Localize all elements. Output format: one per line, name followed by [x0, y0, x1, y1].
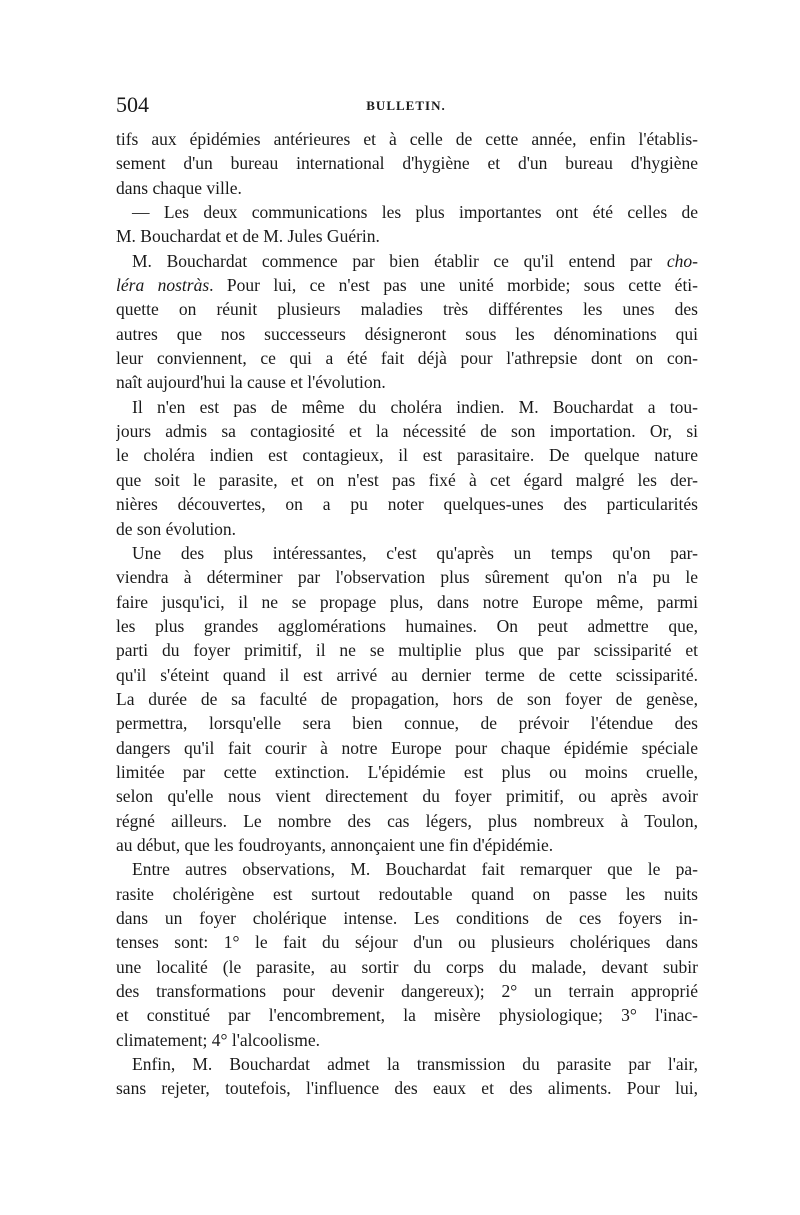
text-line: léra nostràs. Pour lui, ce n'est pas une unité morbide; sous cette éti- — [116, 275, 698, 296]
text-line: Une des plus intéressantes, c'est qu'après un temps qu'on par- — [132, 542, 698, 563]
running-title: BULLETIN. — [366, 98, 446, 113]
text-line: climatement; 4° l'alcoolisme. — [116, 1029, 321, 1050]
text-line: dans un foyer cholérique intense. Les conditions de ces foyers in- — [116, 908, 698, 928]
text-line: régné ailleurs. Le nombre des cas légers, plus nombreux à Toulon, — [116, 810, 698, 831]
text-line: M. Bouchardat commence par bien établir ce qu'il entend par cho- — [132, 250, 698, 271]
text-line: naît aujourd'hui la cause et l'évolution. — [116, 372, 386, 393]
text-line: des transformations pour devenir dangereux); 2° un terrain approprié — [116, 981, 698, 1002]
text-line: sans rejeter, toutefois, l'influence des eaux et des aliments. Pour lui, — [116, 1078, 698, 1099]
text-line: dans chaque ville. — [116, 177, 242, 198]
text-line: M. Bouchardat et de M. Jules Guérin. — [116, 226, 380, 247]
text-line: permettra, lorsqu'elle sera bien connue, de prévoir l'étendue des — [116, 713, 698, 734]
text-line: que soit le parasite, et on n'est pas fixé à cet égard malgré les der- — [116, 469, 698, 490]
text-line: autres que nos successeurs désigneront sous les dénominations qui — [116, 323, 698, 344]
body-text — [116, 127, 698, 1101]
text-line: quette on réunit plusieurs maladies très différentes les unes des — [116, 299, 698, 320]
text-line: La durée de sa faculté de propagation, hors de son foyer de genèse, — [116, 688, 698, 709]
text-line: leur conviennent, ce qui a été fait déjà pour l'athrepsie dont on con- — [116, 348, 698, 369]
page-header — [114, 92, 698, 122]
text-line: tifs aux épidémies antérieures et à celle de cette année, enfin l'établis- — [116, 129, 698, 149]
page-number: 504 — [116, 92, 149, 117]
text-line: parti du foyer primitif, il ne se multiplie plus que par scissiparité et — [116, 640, 698, 661]
text-line: limitée par cette extinction. L'épidémie est plus ou moins cruelle, — [116, 761, 698, 782]
text-line: Il n'en est pas de même du choléra indien. M. Bouchardat a tou- — [132, 396, 698, 417]
text-line: Entre autres observations, M. Bouchardat fait remarquer que le pa- — [132, 859, 698, 880]
text-line: une localité (le parasite, au sortir du corps du malade, devant subir — [116, 956, 698, 977]
text-line: jours admis sa contagiosité et la nécessité de son importation. Or, si — [116, 421, 698, 442]
text-line: faire jusqu'ici, il ne se propage plus, dans notre Europe même, parmi — [116, 591, 698, 612]
text-line: les plus grandes agglomérations humaines. On peut admettre que, — [116, 615, 698, 636]
text-line: de son évolution. — [116, 518, 237, 539]
text-line: — Les deux communications les plus importantes ont été celles de — [132, 202, 698, 223]
text-line: le choléra indien est contagieux, il est parasitaire. De quelque nature — [116, 445, 698, 466]
text-line: nières découvertes, on a pu noter quelques-unes des particularités — [116, 494, 698, 515]
text-line: viendra à déterminer par l'observation plus sûrement qu'on n'a pu le — [116, 567, 698, 588]
text-line: selon qu'elle nous vient directement du foyer primitif, ou après avoir — [116, 786, 698, 807]
text-line: au début, que les foudroyants, annonçaient une fin d'épidémie. — [116, 834, 554, 855]
text-line: dangers qu'il fait courir à notre Europe pour chaque épidémie spéciale — [116, 737, 698, 758]
text-line: sement d'un bureau international d'hygiène et d'un bureau d'hygiène — [116, 153, 698, 174]
text-line: rasite cholérigène est surtout redoutable quand on passe les nuits — [116, 883, 698, 904]
text-line: qu'il s'éteint quand il est arrivé au dernier terme de cette scissiparité. — [116, 664, 698, 685]
text-line: Enfin, M. Bouchardat admet la transmission du parasite par l'air, — [132, 1054, 698, 1075]
text-line: et constitué par l'encombrement, la misère physiologique; 3° l'inac- — [116, 1005, 698, 1026]
text-line: tenses sont: 1° le fait du séjour d'un ou plusieurs cholériques dans — [116, 932, 698, 953]
